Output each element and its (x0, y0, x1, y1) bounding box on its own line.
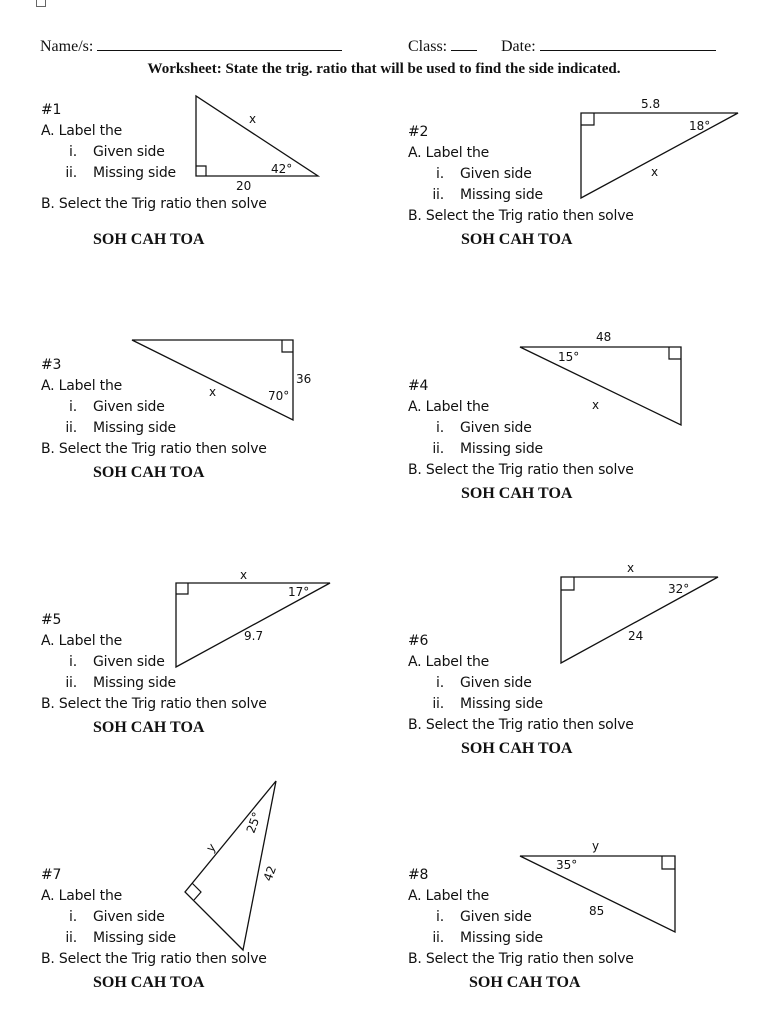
missing-num: ii. (432, 441, 444, 457)
problem-number: #7 (41, 867, 62, 883)
label-side: 5.8 (641, 97, 661, 111)
label-side: 9.7 (244, 629, 264, 643)
label-side: 48 (596, 330, 612, 344)
soh-cah-toa: SOH CAH TOA (93, 231, 205, 248)
step-select: B. Select the Trig ratio then solve (41, 951, 267, 967)
given-side-text: Given side (93, 144, 165, 160)
label-angle: 15° (558, 350, 580, 364)
step-label: A. Label the (408, 654, 490, 670)
label-side: x (209, 385, 217, 399)
label-side: x (592, 398, 600, 412)
missing-side-text: Missing side (93, 675, 176, 691)
problem-number: #3 (41, 357, 62, 373)
label-angle: 25° (243, 810, 265, 836)
step-label: A. Label the (41, 633, 123, 649)
given-num: i. (69, 909, 77, 925)
label-side: 42 (260, 863, 280, 884)
soh-cah-toa: SOH CAH TOA (93, 464, 205, 481)
label-side: x (627, 561, 635, 575)
label-side: y (592, 839, 600, 853)
missing-num: ii. (432, 696, 444, 712)
given-side-text: Given side (460, 166, 532, 182)
step-select: B. Select the Trig ratio then solve (408, 208, 634, 224)
class-label: Class: (408, 38, 448, 55)
missing-side-text: Missing side (93, 420, 176, 436)
missing-side-text: Missing side (460, 187, 543, 203)
soh-cah-toa: SOH CAH TOA (461, 740, 573, 757)
step-select: B. Select the Trig ratio then solve (41, 441, 267, 457)
name-label: Name/s: (40, 38, 94, 55)
step-select: B. Select the Trig ratio then solve (408, 951, 634, 967)
problem-number: #5 (41, 612, 62, 628)
label-side: 85 (589, 904, 605, 918)
given-side-text: Given side (93, 399, 165, 415)
missing-num: ii. (65, 420, 77, 436)
label-side: x (249, 112, 257, 126)
given-num: i. (436, 166, 444, 182)
missing-side-text: Missing side (460, 930, 543, 946)
step-select: B. Select the Trig ratio then solve (41, 696, 267, 712)
label-angle: 42° (271, 162, 293, 176)
label-side: y (203, 840, 219, 855)
soh-cah-toa: SOH CAH TOA (93, 719, 205, 736)
missing-side-text: Missing side (460, 696, 543, 712)
missing-side-text: Missing side (93, 165, 176, 181)
problem-number: #2 (408, 124, 429, 140)
given-num: i. (69, 399, 77, 415)
given-num: i. (436, 420, 444, 436)
step-select: B. Select the Trig ratio then solve (41, 196, 267, 212)
soh-cah-toa: SOH CAH TOA (461, 485, 573, 502)
label-angle: 32° (668, 582, 690, 596)
soh-cah-toa: SOH CAH TOA (469, 974, 581, 991)
given-num: i. (436, 909, 444, 925)
missing-num: ii. (65, 675, 77, 691)
step-label: A. Label the (41, 123, 123, 139)
given-num: i. (69, 654, 77, 670)
label-angle: 35° (556, 858, 578, 872)
given-num: i. (69, 144, 77, 160)
step-label: A. Label the (408, 145, 490, 161)
given-side-text: Given side (460, 420, 532, 436)
label-angle: 18° (689, 119, 711, 133)
missing-num: ii. (65, 930, 77, 946)
worksheet-title: Worksheet: State the trig. ratio that will be used to find the side indicated. (147, 61, 621, 77)
problem-number: #4 (408, 378, 429, 394)
given-num: i. (436, 675, 444, 691)
missing-side-text: Missing side (93, 930, 176, 946)
problem-number: #6 (408, 633, 429, 649)
step-select: B. Select the Trig ratio then solve (408, 717, 634, 733)
given-side-text: Given side (460, 909, 532, 925)
problem-number: #1 (41, 102, 62, 118)
step-select: B. Select the Trig ratio then solve (408, 462, 634, 478)
label-side: x (240, 568, 248, 582)
step-label: A. Label the (41, 378, 123, 394)
soh-cah-toa: SOH CAH TOA (93, 974, 205, 991)
missing-num: ii. (432, 187, 444, 203)
date-label: Date: (501, 38, 536, 55)
given-side-text: Given side (460, 675, 532, 691)
step-label: A. Label the (408, 888, 490, 904)
label-side: x (651, 165, 659, 179)
missing-num: ii. (432, 930, 444, 946)
soh-cah-toa: SOH CAH TOA (461, 231, 573, 248)
step-label: A. Label the (41, 888, 123, 904)
given-side-text: Given side (93, 909, 165, 925)
missing-side-text: Missing side (460, 441, 543, 457)
label-angle: 70° (268, 389, 290, 403)
problem-number: #8 (408, 867, 429, 883)
label-side: 24 (628, 629, 644, 643)
label-angle: 17° (288, 585, 310, 599)
step-label: A. Label the (408, 399, 490, 415)
given-side-text: Given side (93, 654, 165, 670)
missing-num: ii. (65, 165, 77, 181)
label-side: 36 (296, 372, 312, 386)
label-side: 20 (236, 179, 252, 193)
